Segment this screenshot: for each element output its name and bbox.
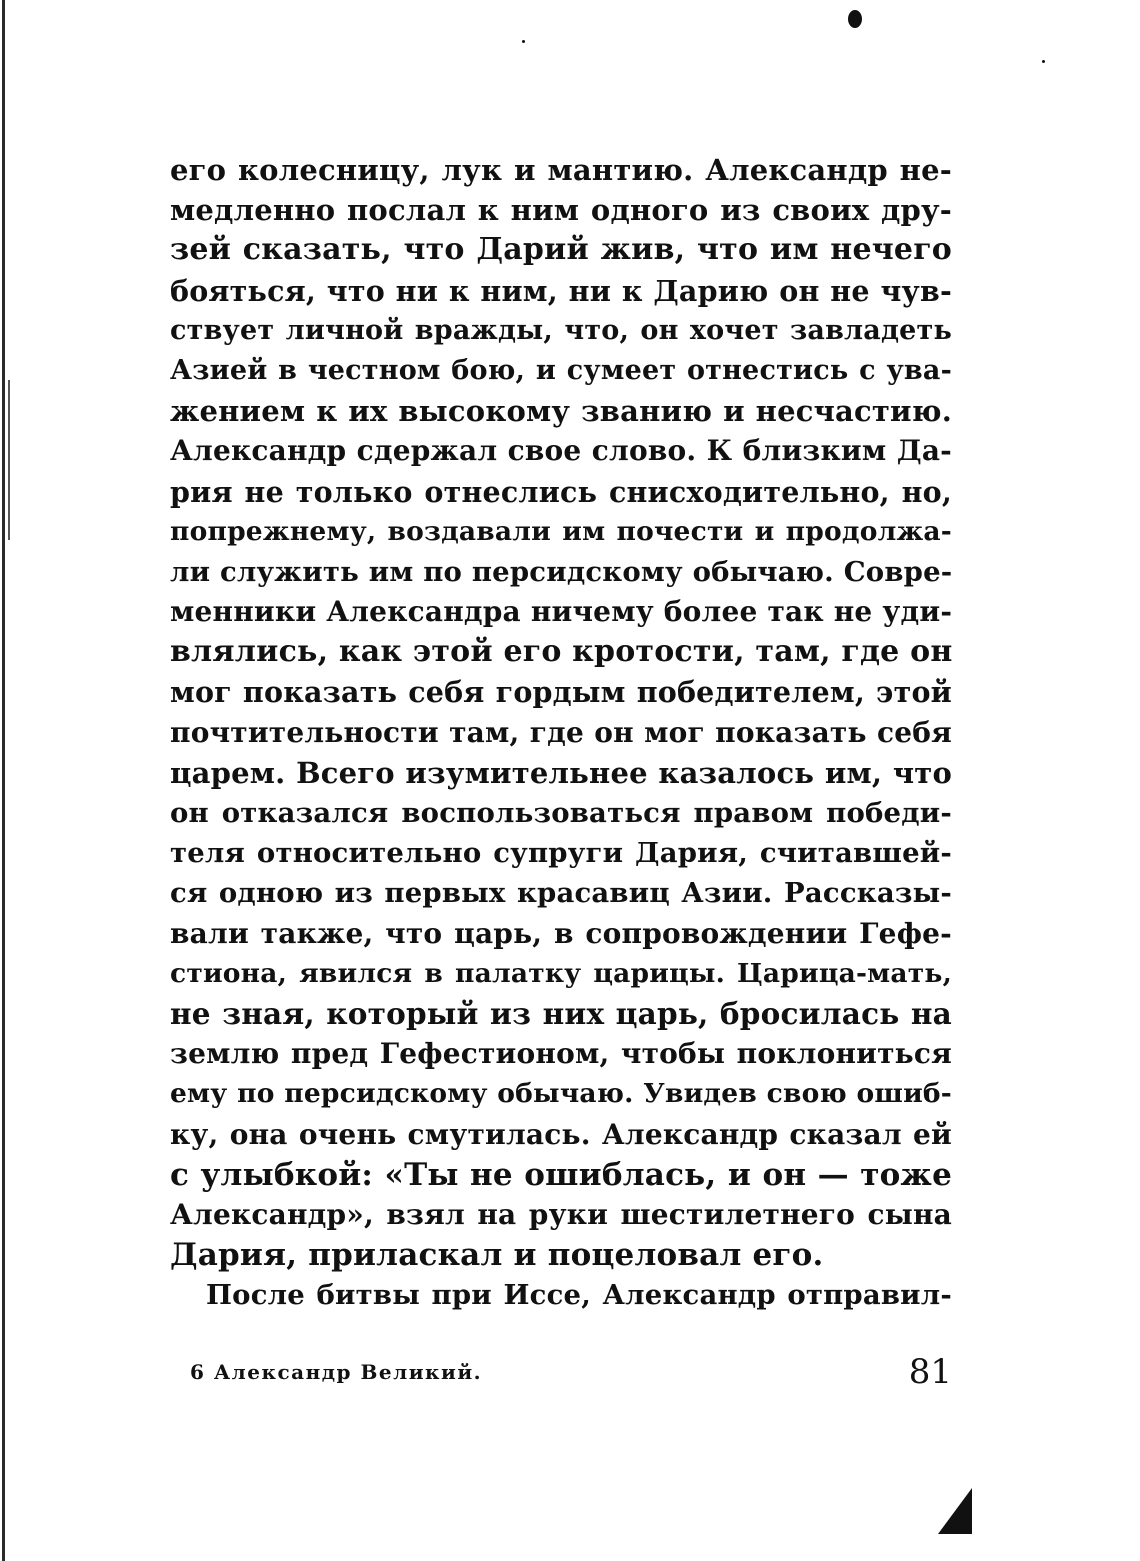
text-line: стиона, явился в палатку царицы. Царица-мать,: [170, 957, 952, 989]
signature-mark: 6 Александр Великий.: [190, 1360, 483, 1384]
text-line: не зная, который из них царь, бросилась на: [170, 995, 952, 1031]
scan-speck: [1042, 60, 1045, 63]
text-line-paragraph-start: После битвы при Иссе, Александр отправил-: [206, 1279, 952, 1312]
scan-left-edge: [2, 0, 5, 1561]
text-line: Дария, приласкал и поцеловал его.: [170, 1237, 824, 1274]
text-line: ствует личной вражды, что, он хочет завладеть: [170, 314, 952, 346]
text-line: жением к их высокому званию и несчастию.: [170, 394, 952, 429]
text-line: медленно послал к ним одного из своих дру-: [170, 193, 952, 228]
scan-speck: [522, 40, 525, 43]
text-line: рия не только отнеслись снисходительно, но,: [170, 474, 952, 509]
text-line: его колесницу, лук и мантию. Александр не-: [170, 153, 952, 187]
text-line: менники Александра ничему более так не уди-: [170, 595, 953, 629]
text-line: землю пред Гефестионом, чтобы поклониться: [170, 1037, 952, 1071]
page-body-text: [170, 150, 952, 1315]
page-number: 81: [908, 1352, 952, 1392]
text-line: с улыбкой: «Ты не ошиблась, и он — тоже: [170, 1156, 952, 1193]
text-line: почтительности там, где он мог показать себя: [170, 715, 952, 749]
scan-speck: [848, 10, 862, 28]
text-line: теля относительно супруги Дария, считавшей-: [170, 837, 952, 870]
text-line: ку, она очень смутилась. Александр сказал ей: [170, 1117, 952, 1151]
text-line: вали также, что царь, в сопровождении Гефе-: [170, 916, 952, 950]
scan-left-edge-shadow: [8, 380, 10, 540]
page-footer: [190, 1352, 952, 1392]
text-line: ли служить им по персидскому обычаю. Совре-: [170, 555, 953, 588]
text-line: ся одною из первых красавиц Азии. Рассказы-: [170, 877, 952, 910]
text-line: Азией в честном бою, и сумеет отнестись с ува-: [170, 354, 952, 386]
text-line: Александр сдержал свое слово. К близким Да-: [170, 434, 952, 468]
text-line: мог показать себя гордым победителем, этой: [170, 675, 952, 710]
text-line: Александр», взял на руки шестилетнего сына: [170, 1197, 952, 1231]
text-line: бояться, что ни к ним, ни к Дарию он не чув-: [170, 273, 952, 308]
text-line: он отказался воспользоваться правом победи-: [170, 797, 952, 829]
text-line: влялись, как этой его кротости, там, где он: [170, 634, 953, 670]
text-line: ему по персидскому обычаю. Увидев свою ошиб-: [170, 1078, 952, 1110]
text-line: зей сказать, что Дарий жив, что им нечего: [170, 232, 952, 268]
text-line: попрежнему, воздавали им почести и продолжа-: [170, 515, 952, 547]
text-line: царем. Всего изумительнее казалось им, что: [170, 755, 952, 790]
scan-corner-mark: [938, 1488, 972, 1534]
